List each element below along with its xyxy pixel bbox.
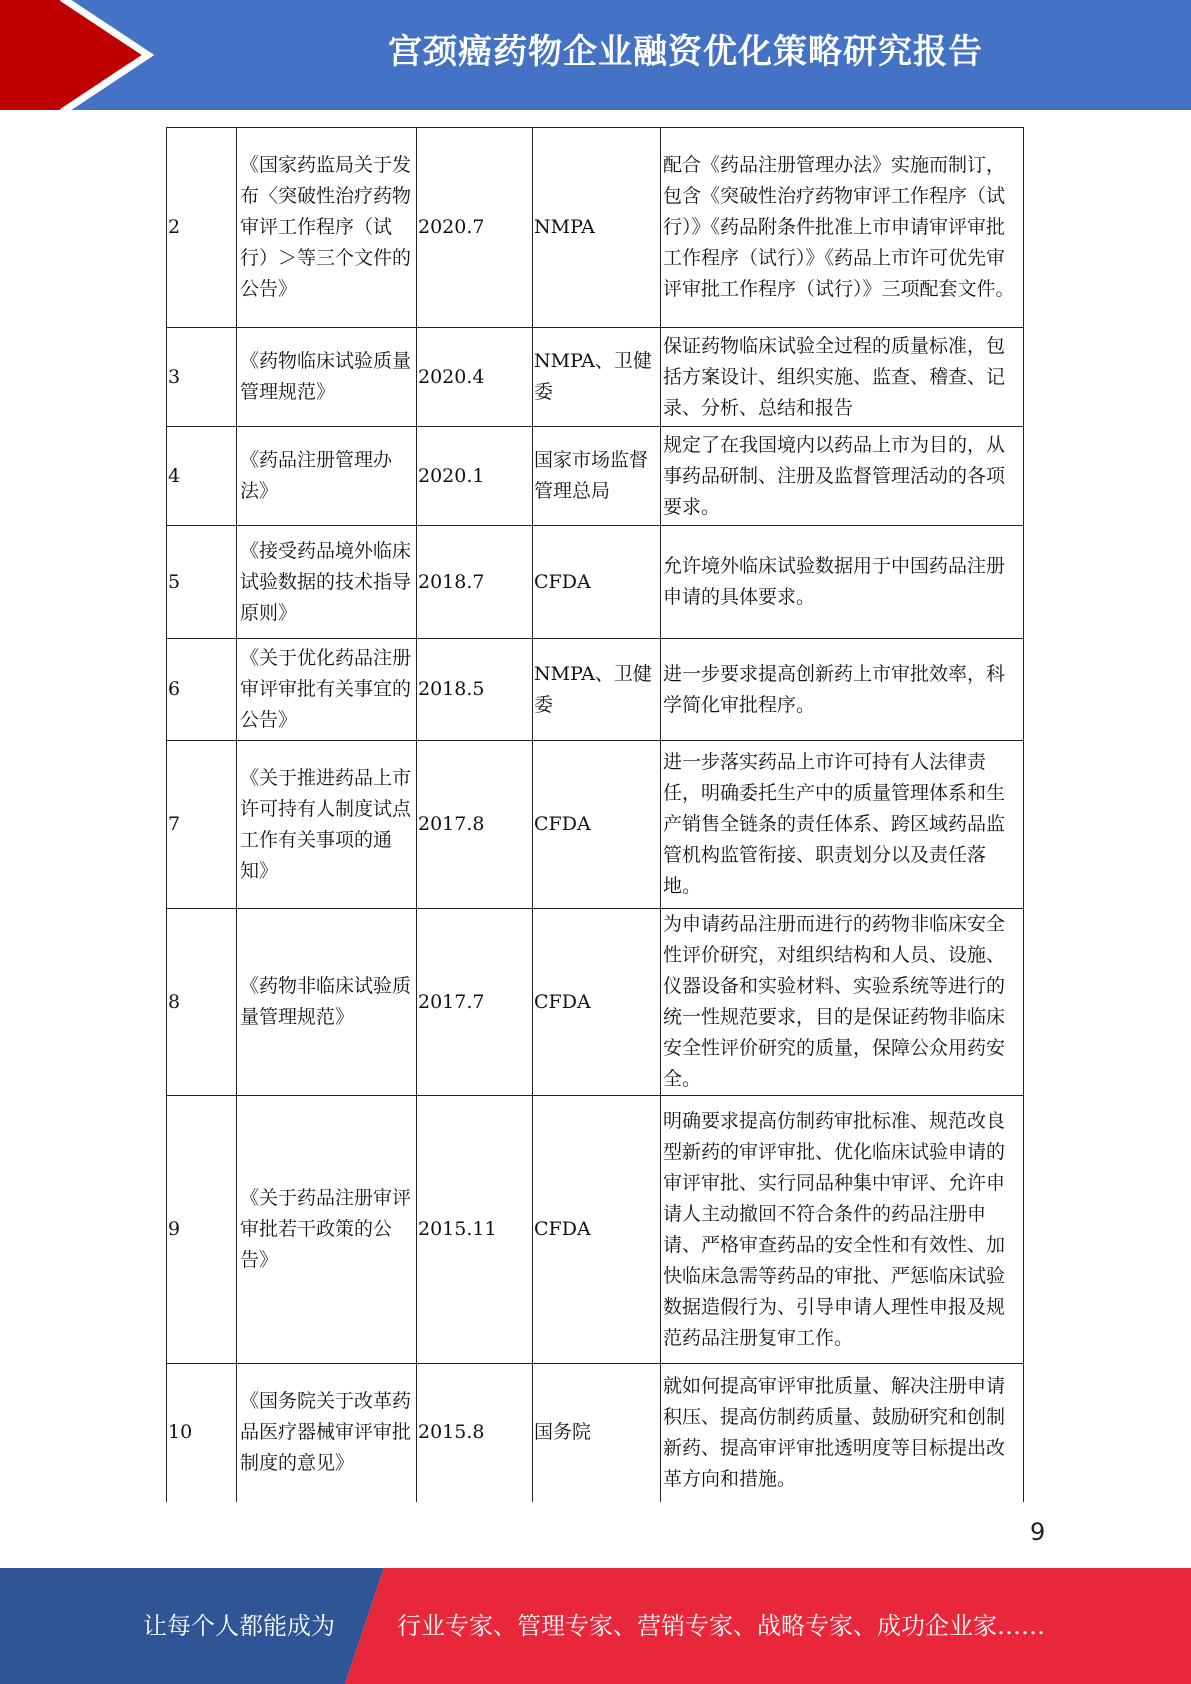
issue-date: 2017.7 bbox=[417, 909, 533, 1096]
description: 保证药物临床试验全过程的质量标准，包括方案设计、组织实施、监查、稽查、记录、分析、总结和报告 bbox=[661, 328, 1024, 427]
row-number: 8 bbox=[167, 909, 237, 1096]
issuing-body: 国家市场监督管理总局 bbox=[533, 427, 661, 526]
page-header bbox=[0, 0, 1191, 110]
table-row bbox=[167, 328, 1024, 427]
issuing-body: NMPA、卫健委 bbox=[533, 328, 661, 427]
document-name: 《关于推进药品上市许可持有人制度试点工作有关事项的通知》 bbox=[237, 741, 417, 909]
table-row bbox=[167, 427, 1024, 526]
description: 为申请药品注册而进行的药物非临床安全性评价研究，对组织结构和人员、设施、仪器设备和实验材料、实验系统等进行的统一性规范要求，目的是保证药物非临床安全性评价研究的质量，保障公众用药安全。 bbox=[661, 909, 1024, 1096]
report-title: 宫颈癌药物企业融资优化策略研究报告 bbox=[388, 32, 983, 72]
row-number: 5 bbox=[167, 526, 237, 639]
description: 就如何提高审评审批质量、解决注册申请积压、提高仿制药质量、鼓励研究和创制新药、提高审评审批透明度等目标提出改革方向和措施。 bbox=[661, 1364, 1024, 1502]
issuing-body: CFDA bbox=[533, 1096, 661, 1364]
row-number: 9 bbox=[167, 1096, 237, 1364]
row-number: 2 bbox=[167, 128, 237, 328]
description: 允许境外临床试验数据用于中国药品注册申请的具体要求。 bbox=[661, 526, 1024, 639]
issuing-body: NMPA bbox=[533, 128, 661, 328]
footer-slogan-left: 让每个人都能成为 bbox=[143, 1612, 335, 1640]
issue-date: 2015.8 bbox=[417, 1364, 533, 1502]
table-row bbox=[167, 1096, 1024, 1364]
regulation-table bbox=[166, 127, 1024, 1502]
issue-date: 2017.8 bbox=[417, 741, 533, 909]
issue-date: 2020.1 bbox=[417, 427, 533, 526]
description: 配合《药品注册管理办法》实施而制订，包含《突破性治疗药物审评工作程序（试行）》《药品附条件批准上市申请审评审批工作程序（试行）》《药品上市许可优先审评审批工作程序（试行）》三项配套文件。 bbox=[661, 128, 1024, 328]
description: 明确要求提高仿制药审批标准、规范改良型新药的审评审批、优化临床试验申请的审评审批、实行同品种集中审评、允许申请人主动撤回不符合条件的药品注册申请、严格审查药品的安全性和有效性、加快临床急需等药品的审批、严惩临床试验数据造假行为、引导申请人理性申报及规范药品注册复审工作。 bbox=[661, 1096, 1024, 1364]
document-name: 《关于优化药品注册审评审批有关事宜的公告》 bbox=[237, 639, 417, 741]
table-row bbox=[167, 526, 1024, 639]
issue-date: 2020.4 bbox=[417, 328, 533, 427]
row-number: 4 bbox=[167, 427, 237, 526]
issuing-body: 国务院 bbox=[533, 1364, 661, 1502]
table-row bbox=[167, 1364, 1024, 1502]
row-number: 10 bbox=[167, 1364, 237, 1502]
issuing-body: CFDA bbox=[533, 909, 661, 1096]
issue-date: 2020.7 bbox=[417, 128, 533, 328]
document-name: 《接受药品境外临床试验数据的技术指导原则》 bbox=[237, 526, 417, 639]
row-number: 6 bbox=[167, 639, 237, 741]
issuing-body: NMPA、卫健委 bbox=[533, 639, 661, 741]
issue-date: 2018.7 bbox=[417, 526, 533, 639]
row-number: 3 bbox=[167, 328, 237, 427]
document-name: 《国家药监局关于发布〈突破性治疗药物审评工作程序（试行）＞等三个文件的公告》 bbox=[237, 128, 417, 328]
table-row bbox=[167, 639, 1024, 741]
page-footer bbox=[0, 1568, 1191, 1684]
issuing-body: CFDA bbox=[533, 526, 661, 639]
red-arrow-shape bbox=[0, 0, 160, 110]
description: 规定了在我国境内以药品上市为目的，从事药品研制、注册及监督管理活动的各项要求。 bbox=[661, 427, 1024, 526]
document-name: 《国务院关于改革药品医疗器械审评审批制度的意见》 bbox=[237, 1364, 417, 1502]
issue-date: 2018.5 bbox=[417, 639, 533, 741]
table-row bbox=[167, 909, 1024, 1096]
table-row bbox=[167, 741, 1024, 909]
table-row bbox=[167, 128, 1024, 328]
row-number: 7 bbox=[167, 741, 237, 909]
footer-slogan-right: 行业专家、管理专家、营销专家、战略专家、成功企业家…… bbox=[397, 1612, 1045, 1640]
document-name: 《药品注册管理办法》 bbox=[237, 427, 417, 526]
document-name: 《药物非临床试验质量管理规范》 bbox=[237, 909, 417, 1096]
document-name: 《药物临床试验质量管理规范》 bbox=[237, 328, 417, 427]
page-number: 9 bbox=[1030, 1518, 1046, 1546]
description: 进一步要求提高创新药上市审批效率，科学简化审批程序。 bbox=[661, 639, 1024, 741]
issue-date: 2015.11 bbox=[417, 1096, 533, 1364]
issuing-body: CFDA bbox=[533, 741, 661, 909]
document-name: 《关于药品注册审评审批若干政策的公告》 bbox=[237, 1096, 417, 1364]
description: 进一步落实药品上市许可持有人法律责任，明确委托生产中的质量管理体系和生产销售全链条的责任体系、跨区域药品监管机构监管衔接、职责划分以及责任落地。 bbox=[661, 741, 1024, 909]
